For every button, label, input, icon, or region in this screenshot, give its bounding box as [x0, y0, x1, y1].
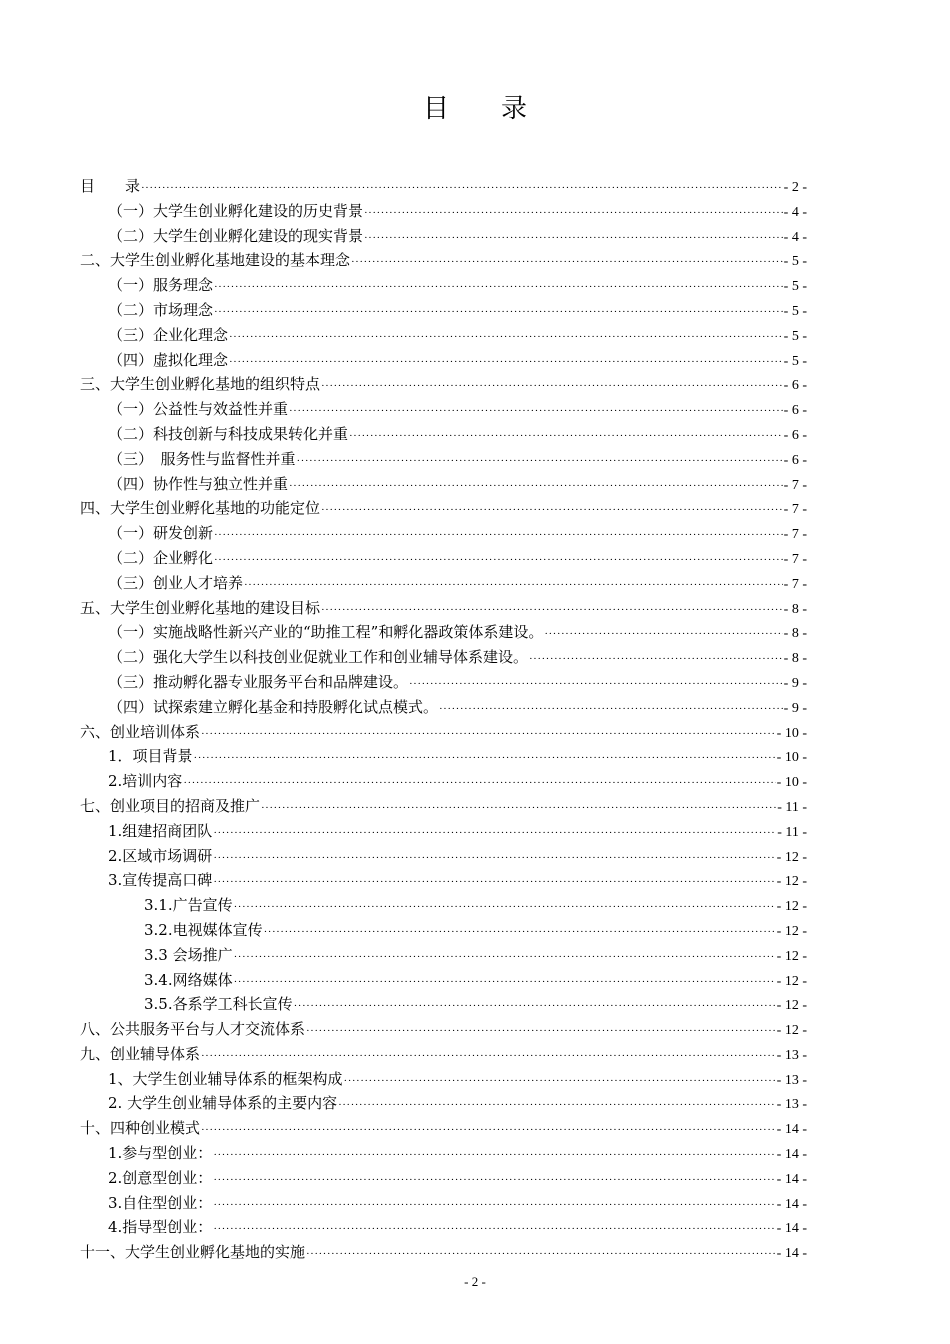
toc-entry[interactable] — [80, 447, 807, 472]
toc-entry[interactable] — [80, 968, 807, 993]
toc-dot-leader — [213, 846, 775, 871]
toc-entry[interactable] — [80, 348, 807, 373]
page-number-footer: - 2 - — [464, 1274, 486, 1289]
toc-entry-label[interactable]: （四）协作性与独立性并重 — [108, 474, 289, 493]
toc-entry-page-number: - 10 - — [776, 725, 807, 741]
toc-entry[interactable] — [80, 620, 807, 645]
toc-entry[interactable] — [80, 248, 807, 273]
toc-entry-label[interactable]: 3.自住型创业： — [108, 1193, 213, 1212]
toc-entry-page-number: - 7 - — [783, 551, 807, 567]
toc-entry[interactable] — [80, 571, 807, 596]
toc-dot-leader — [213, 1193, 775, 1218]
toc-dot-leader — [234, 970, 776, 995]
toc-entry-label[interactable]: 目 录 — [80, 177, 141, 195]
toc-entry-label[interactable]: （三）企业化理念 — [108, 325, 229, 344]
toc-entry[interactable] — [80, 298, 807, 323]
toc-dot-leader — [213, 1217, 775, 1242]
toc-entry-label[interactable]: （三） 服务性与监督性并重 — [108, 449, 296, 468]
toc-dot-leader — [344, 1069, 776, 1094]
toc-entry-label[interactable]: 3.1.广告宣传 — [144, 896, 233, 915]
toc-entry[interactable] — [80, 1215, 807, 1240]
toc-dot-leader — [201, 1118, 776, 1143]
toc-dot-leader — [289, 474, 783, 499]
table-of-contents — [80, 174, 807, 1265]
toc-entry-page-number: - 6 - — [783, 427, 807, 443]
toc-entry-page-number: - 7 - — [783, 477, 807, 493]
toc-entry[interactable] — [80, 1017, 807, 1042]
toc-entry-label[interactable]: （一）大学生创业孵化建设的历史背景 — [108, 201, 364, 220]
toc-entry[interactable] — [80, 472, 807, 497]
toc-dot-leader — [229, 325, 783, 350]
toc-dot-leader — [439, 697, 783, 722]
toc-entry-label[interactable]: （二）强化大学生以科技创业促就业工作和创业辅导体系建设。 — [108, 648, 529, 667]
toc-entry-label[interactable]: 3.4.网络媒体 — [144, 970, 233, 989]
toc-entry-label[interactable]: 十一、大学生创业孵化基地的实施 — [80, 1243, 306, 1262]
toc-dot-leader — [229, 350, 783, 375]
toc-entry-page-number: - 13 - — [776, 1047, 807, 1063]
toc-entry-page-number: - 14 - — [776, 1246, 807, 1262]
toc-entry[interactable] — [80, 273, 807, 298]
toc-entry-label[interactable]: 3.5.各系学工科长宣传 — [144, 995, 293, 1014]
toc-entry-page-number: - 13 - — [776, 1097, 807, 1113]
toc-dot-leader — [214, 523, 783, 548]
toc-entry-label[interactable]: 1.组建招商团队 — [108, 821, 213, 840]
toc-entry[interactable] — [80, 1116, 807, 1141]
toc-dot-leader — [306, 1242, 776, 1267]
toc-entry-label[interactable]: （四）虚拟化理念 — [108, 350, 229, 369]
toc-dot-leader — [213, 870, 775, 895]
toc-entry-page-number: - 10 - — [776, 775, 807, 791]
toc-entry[interactable] — [80, 794, 807, 819]
toc-entry[interactable] — [80, 596, 807, 621]
toc-entry[interactable] — [80, 744, 807, 769]
toc-entry[interactable] — [80, 918, 807, 943]
toc-entry[interactable] — [80, 422, 807, 447]
toc-entry-page-number: - 12 - — [776, 1023, 807, 1039]
toc-dot-leader — [338, 1093, 776, 1118]
toc-dot-leader — [544, 622, 782, 647]
toc-entry-label[interactable]: 3.宣传提高口碑 — [108, 871, 213, 890]
toc-entry[interactable] — [80, 819, 807, 844]
toc-entry-label[interactable]: 1.参与型创业： — [108, 1144, 213, 1163]
toc-dot-leader — [321, 598, 783, 623]
toc-entry[interactable] — [80, 893, 807, 918]
toc-entry-label[interactable]: 四、大学生创业孵化基地的功能定位 — [80, 499, 321, 518]
toc-dot-leader — [289, 399, 783, 424]
toc-entry-page-number: - 14 - — [776, 1221, 807, 1237]
page-title: 目 录 — [422, 94, 527, 124]
toc-dot-leader — [297, 449, 783, 474]
toc-entry-page-number: - 14 - — [776, 1147, 807, 1163]
toc-entry[interactable] — [80, 174, 807, 199]
toc-entry-label[interactable]: （二）科技创新与科技成果转化并重 — [108, 424, 349, 443]
toc-dot-leader — [364, 201, 783, 226]
toc-entry-page-number: - 11 - — [777, 824, 807, 840]
toc-entry-page-number: - 12 - — [776, 998, 807, 1014]
toc-entry[interactable] — [80, 992, 807, 1017]
toc-entry-label[interactable]: 六、创业培训体系 — [80, 722, 201, 741]
toc-entry-page-number: - 7 - — [783, 576, 807, 592]
toc-entry-page-number: - 5 - — [783, 353, 807, 369]
toc-dot-leader — [201, 1044, 776, 1069]
toc-entry-label[interactable]: 八、公共服务平台与人才交流体系 — [80, 1020, 306, 1039]
toc-entry[interactable] — [80, 1240, 807, 1265]
toc-entry-label[interactable]: 2.创意型创业： — [108, 1168, 213, 1187]
toc-entry-label[interactable]: 2.培训内容 — [108, 772, 183, 791]
toc-entry-label[interactable]: 3.2.电视媒体宣传 — [144, 920, 263, 939]
toc-dot-leader — [141, 176, 783, 201]
toc-entry[interactable] — [80, 224, 807, 249]
toc-entry-page-number: - 6 - — [783, 452, 807, 468]
toc-dot-leader — [351, 250, 783, 275]
toc-entry-page-number: - 2 - — [783, 180, 807, 195]
toc-entry-page-number: - 13 - — [776, 1072, 807, 1088]
toc-entry-page-number: - 12 - — [776, 948, 807, 964]
toc-entry-label[interactable]: （四）试探索建立孵化基金和持股孵化试点模式。 — [108, 697, 439, 716]
toc-entry-page-number: - 12 - — [776, 973, 807, 989]
toc-entry[interactable] — [80, 1042, 807, 1067]
toc-entry-label[interactable]: 1．项目背景 — [108, 747, 193, 766]
toc-entry-label[interactable]: 2. 大学生创业辅导体系的主要内容 — [108, 1094, 338, 1113]
toc-dot-leader — [264, 920, 776, 945]
toc-dot-leader — [213, 1168, 775, 1193]
toc-entry-label[interactable]: 九、创业辅导体系 — [80, 1044, 201, 1063]
toc-entry[interactable] — [80, 199, 807, 224]
toc-dot-leader — [214, 548, 783, 573]
toc-dot-leader — [529, 647, 783, 672]
toc-entry-label[interactable]: 七、创业项目的招商及推广 — [80, 796, 261, 815]
toc-entry-label[interactable]: （一）服务理念 — [108, 276, 214, 295]
toc-entry-label[interactable]: 1、大学生创业辅导体系的框架构成 — [108, 1069, 343, 1088]
toc-entry[interactable] — [80, 323, 807, 348]
toc-entry-page-number: - 9 - — [783, 675, 807, 691]
toc-entry-page-number: - 4 - — [783, 229, 807, 245]
toc-entry-page-number: - 6 - — [783, 378, 807, 394]
toc-dot-leader — [214, 300, 783, 325]
toc-entry-page-number: - 8 - — [783, 626, 807, 642]
toc-entry-page-number: - 12 - — [776, 923, 807, 939]
toc-entry[interactable] — [80, 695, 807, 720]
toc-dot-leader — [261, 796, 776, 821]
toc-entry-label[interactable]: 二、大学生创业孵化基地建设的基本理念 — [80, 251, 351, 270]
toc-entry[interactable] — [80, 1067, 807, 1092]
toc-dot-leader — [321, 498, 783, 523]
toc-entry[interactable] — [80, 546, 807, 571]
toc-entry-page-number: - 8 - — [783, 601, 807, 617]
toc-entry[interactable] — [80, 1141, 807, 1166]
toc-entry[interactable] — [80, 844, 807, 869]
toc-dot-leader — [213, 1143, 775, 1168]
toc-entry-page-number: - 7 - — [783, 502, 807, 518]
toc-entry-page-number: - 10 - — [776, 750, 807, 766]
toc-entry-label[interactable]: （一）实施战略性新兴产业的“助推工程”和孵化器政策体系建设。 — [108, 623, 544, 642]
toc-dot-leader — [349, 424, 783, 449]
toc-entry-label[interactable]: （二）大学生创业孵化建设的现实背景 — [108, 226, 364, 245]
toc-entry-page-number: - 14 - — [776, 1171, 807, 1187]
toc-entry-page-number: - 11 - — [777, 799, 807, 815]
toc-entry[interactable] — [80, 1191, 807, 1216]
toc-entry-label[interactable]: （三）推动孵化器专业服务平台和品牌建设。 — [108, 672, 409, 691]
toc-entry-page-number: - 9 - — [783, 700, 807, 716]
toc-entry-label[interactable]: （一）研发创新 — [108, 524, 214, 543]
toc-dot-leader — [321, 374, 783, 399]
toc-entry[interactable] — [80, 943, 807, 968]
toc-entry[interactable] — [80, 521, 807, 546]
toc-dot-leader — [183, 771, 775, 796]
toc-dot-leader — [201, 722, 776, 747]
toc-dot-leader — [364, 226, 783, 251]
toc-entry[interactable] — [80, 397, 807, 422]
toc-entry[interactable] — [80, 1166, 807, 1191]
toc-entry-page-number: - 5 - — [783, 303, 807, 319]
toc-entry-page-number: - 12 - — [776, 899, 807, 915]
toc-entry-page-number: - 5 - — [783, 254, 807, 270]
toc-entry-page-number: - 5 - — [783, 328, 807, 344]
toc-entry-page-number: - 6 - — [783, 403, 807, 419]
toc-entry-label[interactable]: （三）创业人才培养 — [108, 573, 244, 592]
toc-entry-page-number: - 8 - — [783, 651, 807, 667]
toc-entry-page-number: - 5 - — [783, 279, 807, 295]
toc-dot-leader — [306, 1019, 776, 1044]
toc-entry-label[interactable]: 五、大学生创业孵化基地的建设目标 — [80, 598, 321, 617]
toc-entry-label[interactable]: （一）公益性与效益性并重 — [108, 400, 289, 419]
toc-dot-leader — [244, 573, 783, 598]
toc-dot-leader — [194, 746, 776, 771]
toc-entry-label[interactable]: 3.3 会场推广 — [144, 945, 233, 964]
toc-dot-leader — [409, 672, 783, 697]
toc-entry-page-number: - 4 - — [783, 204, 807, 220]
toc-entry-page-number: - 12 - — [776, 849, 807, 865]
toc-dot-leader — [213, 821, 776, 846]
toc-entry-page-number: - 14 - — [776, 1122, 807, 1138]
toc-entry[interactable] — [80, 372, 807, 397]
toc-entry-label[interactable]: 三、大学生创业孵化基地的组织特点 — [80, 375, 321, 394]
toc-dot-leader — [214, 275, 783, 300]
toc-entry-label[interactable]: 2.区域市场调研 — [108, 846, 213, 865]
toc-entry[interactable] — [80, 1091, 807, 1116]
toc-entry-page-number: - 7 - — [783, 527, 807, 543]
toc-entry[interactable] — [80, 496, 807, 521]
toc-entry[interactable] — [80, 868, 807, 893]
toc-entry-label[interactable]: 4.指导型创业： — [108, 1218, 213, 1237]
toc-dot-leader — [234, 945, 776, 970]
toc-entry-page-number: - 14 - — [776, 1196, 807, 1212]
toc-dot-leader — [294, 994, 776, 1019]
toc-entry[interactable] — [80, 670, 807, 695]
toc-entry-page-number: - 12 - — [776, 874, 807, 890]
toc-entry-label[interactable]: （二）市场理念 — [108, 300, 214, 319]
toc-entry[interactable] — [80, 769, 807, 794]
toc-entry-label[interactable]: （二）企业孵化 — [108, 548, 214, 567]
toc-dot-leader — [234, 895, 776, 920]
toc-entry[interactable] — [80, 720, 807, 745]
toc-entry-label[interactable]: 十、四种创业模式 — [80, 1119, 201, 1138]
toc-entry[interactable] — [80, 645, 807, 670]
